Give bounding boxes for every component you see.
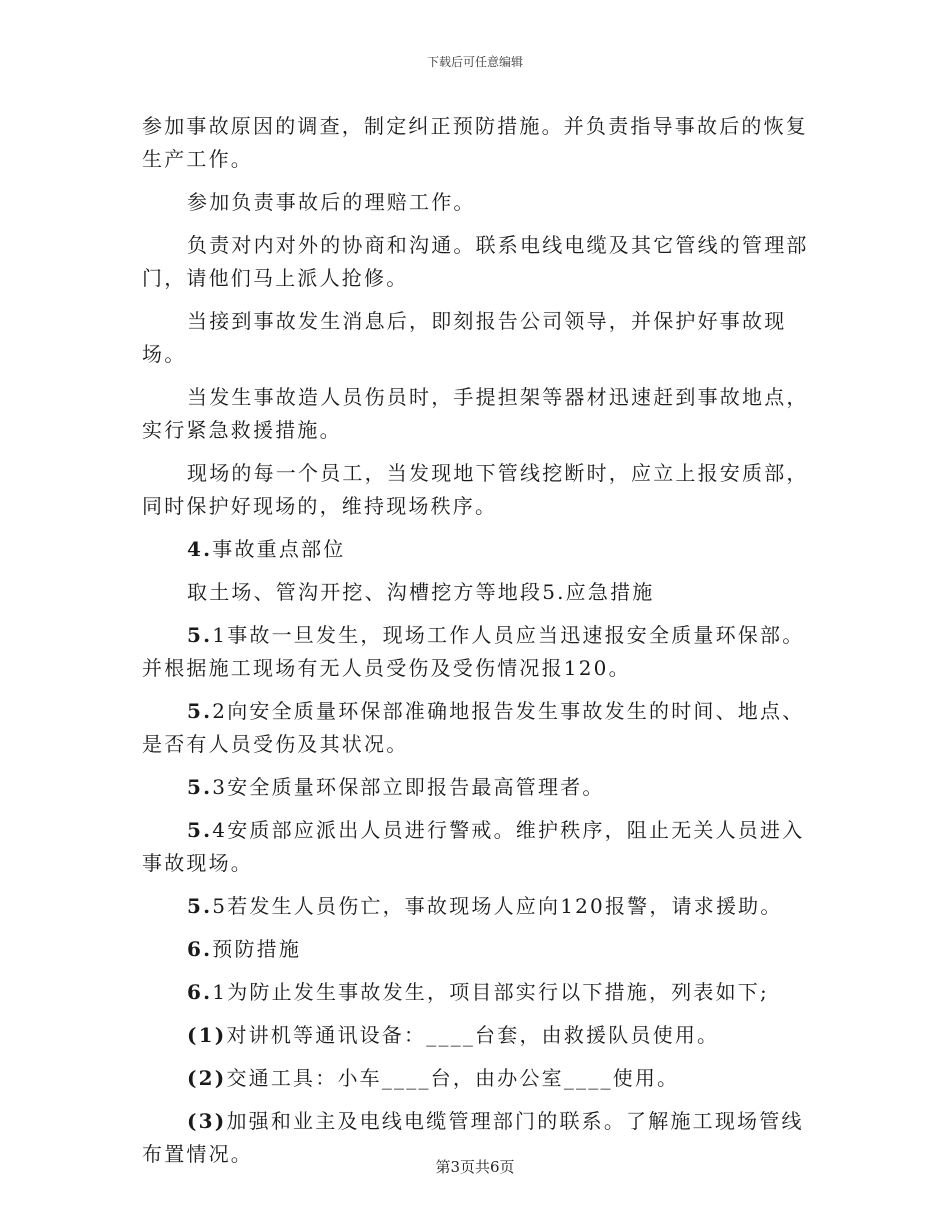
paragraph-text: 事故重点部位 xyxy=(212,537,346,561)
paragraph-text: 1事故一旦发生，现场工作人员应当迅速报安全质量环保部。并根据施工现场有无人员受伤及受伤情况报120。 xyxy=(142,623,805,680)
paragraph xyxy=(142,619,814,685)
list-item xyxy=(142,1062,814,1095)
paragraph-number: 5. xyxy=(187,623,213,647)
paragraph-text: 取土场、管沟开挖、沟槽挖方等地段5.应急措施 xyxy=(187,580,655,604)
paragraph-text: 1为防止发生事故发生，项目部实行以下措施，列表如下; xyxy=(212,980,769,1004)
paragraph-text: 当发生事故造人员伤员时，手提担架等器材迅速赶到事故地点，实行紧急救援措施。 xyxy=(142,385,809,442)
paragraph-text: 交通工具：小车____台，由办公室____使用。 xyxy=(226,1066,680,1090)
paragraph xyxy=(142,305,814,371)
list-item xyxy=(142,1019,814,1052)
paragraph-text: 参加负责事故后的理赔工作。 xyxy=(187,190,476,214)
paragraph-text: 2向安全质量环保部准确地报告发生事故发生的时间、地点、是否有人员受伤及其状况。 xyxy=(142,699,805,756)
paragraph xyxy=(142,695,814,761)
paragraph-text: 对讲机等通讯设备：____台套，由救援队员使用。 xyxy=(226,1023,720,1047)
paragraph xyxy=(142,771,814,804)
paragraph-text: 当接到事故发生消息后，即刻报告公司领导，并保护好事故现场。 xyxy=(142,309,787,366)
paragraph-number: 5. xyxy=(187,894,213,918)
paragraph xyxy=(142,381,814,447)
paragraph-number: 4. xyxy=(187,537,213,561)
paragraph-number: (1) xyxy=(187,1023,227,1047)
paragraph-text: 现场的每一个员工，当发现地下管线挖断时，应立上报安质部，同时保护好现场的，维持现场秩序。 xyxy=(142,461,809,518)
page-footer: 第3页共6页 xyxy=(435,1158,515,1176)
paragraph-number: (2) xyxy=(187,1066,227,1090)
paragraph xyxy=(142,229,814,295)
paragraph-text: 参加事故原因的调查，制定纠正预防措施。并负责指导事故后的恢复生产工作。 xyxy=(142,114,808,171)
paragraph-text: 预防措施 xyxy=(212,937,302,961)
paragraph-text: 加强和业主及电线电缆管理部门的联系。了解施工现场管线布置情况。 xyxy=(142,1109,804,1166)
paragraph-number: 5. xyxy=(187,775,213,799)
paragraph-number: 6. xyxy=(187,980,213,1004)
paragraph-text: 负责对内对外的协商和沟通。联系电线电缆及其它管线的管理部门，请他们马上派人抢修。 xyxy=(142,233,809,290)
paragraph xyxy=(142,814,814,880)
paragraph-number: 5. xyxy=(187,818,213,842)
document-body xyxy=(142,110,814,1181)
paragraph-number: 6. xyxy=(187,937,213,961)
paragraph-number: (3) xyxy=(187,1109,227,1133)
paragraph xyxy=(142,457,814,523)
section-heading xyxy=(142,533,814,566)
paragraph-text: 4安质部应派出人员进行警戒。维护秩序，阻止无关人员进入事故现场。 xyxy=(142,818,805,875)
paragraph xyxy=(142,890,814,923)
paragraph-text: 3安全质量环保部立即报告最高管理者。 xyxy=(212,775,605,799)
paragraph-text: 5若发生人员伤亡，事故现场人应向120报警，请求援助。 xyxy=(212,894,783,918)
paragraph xyxy=(142,110,814,176)
paragraph-number: 5. xyxy=(187,699,213,723)
section-heading xyxy=(142,933,814,966)
page-header: 下载后可任意编辑 xyxy=(426,55,523,69)
paragraph xyxy=(142,576,814,609)
paragraph xyxy=(142,186,814,219)
paragraph xyxy=(142,976,814,1009)
